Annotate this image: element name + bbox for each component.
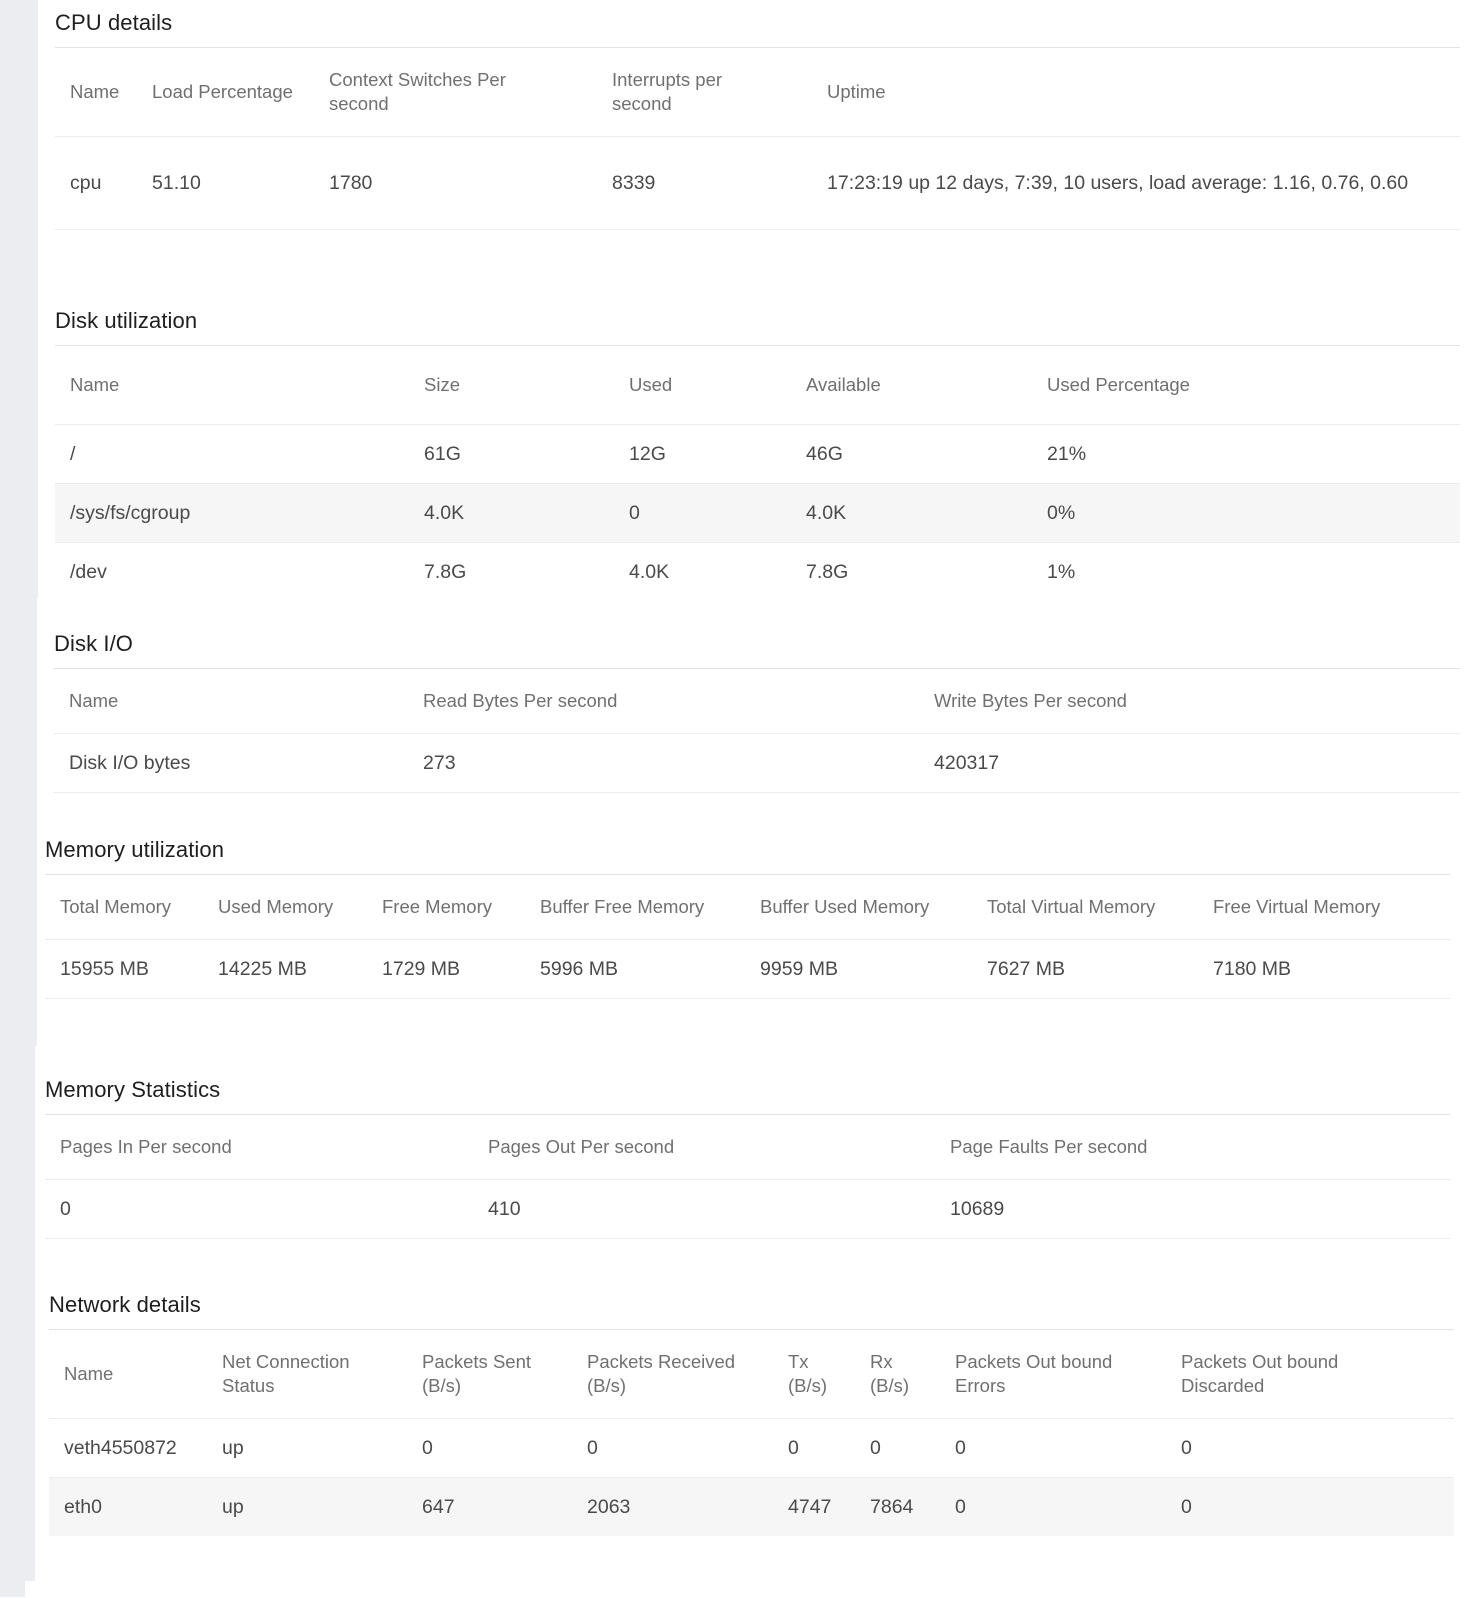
table-header-row bbox=[54, 669, 1460, 734]
cell-used: 12G bbox=[614, 425, 791, 484]
cell-buffer-used-memory: 9959 MB bbox=[745, 940, 972, 999]
cell-tx: 0 bbox=[773, 1419, 855, 1478]
cell-name: /dev bbox=[70, 561, 107, 583]
column-header-interrupts[interactable]: Interrupts per second bbox=[597, 48, 812, 137]
cell-used: 4.0K bbox=[629, 561, 670, 583]
table-header-row bbox=[45, 1115, 1450, 1180]
cell-uptime: 17:23:19 up 12 days, 7:39, 10 users, load average: 1.16, 0.76, 0.60 bbox=[812, 137, 1460, 230]
cell-packets-outbound-errors: 0 bbox=[940, 1419, 1166, 1478]
table-row bbox=[55, 543, 1460, 602]
cell-name: / bbox=[55, 425, 409, 484]
cell-name: /sys/fs/cgroup bbox=[55, 484, 409, 543]
cell-packets-received: 0 bbox=[572, 1419, 773, 1478]
section-title: CPU details bbox=[55, 0, 1460, 48]
column-header-name[interactable]: Name bbox=[55, 346, 409, 425]
cell-free-memory: 1729 MB bbox=[367, 940, 525, 999]
table-header-row bbox=[55, 48, 1460, 137]
table-row bbox=[45, 940, 1450, 999]
table-header-row bbox=[45, 875, 1450, 940]
table-header-row bbox=[55, 346, 1460, 425]
cell-interrupts: 8339 bbox=[597, 137, 812, 230]
cpu-details-section bbox=[55, 0, 1460, 230]
cell-used: 0 bbox=[614, 484, 791, 543]
column-header-used[interactable]: Used bbox=[614, 346, 791, 425]
disk-io-section bbox=[54, 621, 1460, 793]
cell-size: 7.8G bbox=[424, 561, 467, 583]
cell-available: 4.0K bbox=[791, 484, 1032, 543]
cell-packets-received: 2063 bbox=[572, 1478, 773, 1537]
gutter-step bbox=[35, 1046, 38, 1598]
column-header-packets-sent[interactable]: Packets Sent (B/s) bbox=[407, 1330, 572, 1419]
table-row bbox=[55, 425, 1460, 484]
column-header-load-percentage[interactable]: Load Percentage bbox=[137, 48, 314, 137]
memory-statistics-section bbox=[45, 1067, 1450, 1239]
cell-name: eth0 bbox=[49, 1478, 207, 1537]
cell-size: 61G bbox=[409, 425, 614, 484]
cell-pages-in: 0 bbox=[45, 1180, 473, 1239]
cell-packets-outbound-errors: 0 bbox=[940, 1478, 1166, 1537]
cell-total-memory: 15955 MB bbox=[45, 940, 203, 999]
cell-packets-sent: 647 bbox=[407, 1478, 572, 1537]
cell-used-percentage: 0% bbox=[1032, 484, 1460, 543]
column-header-buffer-used-memory[interactable]: Buffer Used Memory bbox=[745, 875, 972, 940]
disk-utilization-section bbox=[55, 298, 1460, 601]
column-header-buffer-free-memory[interactable]: Buffer Free Memory bbox=[525, 875, 745, 940]
cell-packets-outbound-discarded: 0 bbox=[1166, 1478, 1454, 1537]
network-table bbox=[49, 1330, 1454, 1536]
memory-utilization-table bbox=[45, 875, 1450, 999]
cell-write-bytes: 420317 bbox=[919, 734, 1460, 793]
gutter-step bbox=[25, 1581, 38, 1597]
cell-name: cpu bbox=[55, 137, 137, 230]
column-header-name[interactable]: Name bbox=[55, 48, 137, 137]
column-header-write-bytes[interactable]: Write Bytes Per second bbox=[919, 669, 1460, 734]
cell-pages-out: 410 bbox=[473, 1180, 935, 1239]
column-header-packets-outbound-discarded[interactable]: Packets Out bound Discarded bbox=[1166, 1330, 1454, 1419]
column-header-available[interactable]: Available bbox=[791, 346, 1032, 425]
table-row bbox=[49, 1419, 1454, 1478]
section-title: Disk I/O bbox=[54, 621, 1460, 669]
cell-size: 4.0K bbox=[409, 484, 614, 543]
table-row bbox=[54, 734, 1460, 793]
table-header-row bbox=[49, 1330, 1454, 1419]
cpu-table bbox=[55, 48, 1460, 230]
network-details-section bbox=[49, 1282, 1454, 1536]
column-header-net-connection-status[interactable]: Net Connection Status bbox=[207, 1330, 407, 1419]
column-header-rx[interactable]: Rx (B/s) bbox=[855, 1330, 940, 1419]
column-header-name[interactable]: Name bbox=[49, 1330, 207, 1419]
cell-name: Disk I/O bytes bbox=[54, 734, 408, 793]
disk-utilization-table bbox=[55, 346, 1460, 601]
table-row bbox=[55, 137, 1460, 230]
section-title: Network details bbox=[49, 1282, 1454, 1330]
cell-page-faults: 10689 bbox=[935, 1180, 1450, 1239]
cell-available: 7.8G bbox=[806, 561, 849, 583]
column-header-uptime[interactable]: Uptime bbox=[812, 48, 1460, 137]
column-header-read-bytes[interactable]: Read Bytes Per second bbox=[408, 669, 919, 734]
cell-net-connection-status: up bbox=[207, 1478, 407, 1537]
column-header-total-memory[interactable]: Total Memory bbox=[45, 875, 203, 940]
memory-utilization-section bbox=[45, 827, 1450, 999]
cell-name: veth4550872 bbox=[49, 1419, 207, 1478]
table-row bbox=[55, 484, 1460, 543]
column-header-pages-in[interactable]: Pages In Per second bbox=[45, 1115, 473, 1180]
memory-statistics-table bbox=[45, 1115, 1450, 1239]
column-header-used-percentage[interactable]: Used Percentage bbox=[1032, 346, 1460, 425]
cell-net-connection-status: up bbox=[207, 1419, 407, 1478]
column-header-pages-out[interactable]: Pages Out Per second bbox=[473, 1115, 935, 1180]
section-title: Memory Statistics bbox=[45, 1067, 1450, 1115]
cell-load-percentage: 51.10 bbox=[137, 137, 314, 230]
column-header-used-memory[interactable]: Used Memory bbox=[203, 875, 367, 940]
cell-used-memory: 14225 MB bbox=[203, 940, 367, 999]
column-header-name[interactable]: Name bbox=[54, 669, 408, 734]
cell-rx: 7864 bbox=[855, 1478, 940, 1537]
table-row bbox=[49, 1478, 1454, 1537]
column-header-tx[interactable]: Tx (B/s) bbox=[773, 1330, 855, 1419]
cell-tx: 4747 bbox=[773, 1478, 855, 1537]
column-header-size[interactable]: Size bbox=[409, 346, 614, 425]
column-header-page-faults[interactable]: Page Faults Per second bbox=[935, 1115, 1450, 1180]
cell-available: 46G bbox=[791, 425, 1032, 484]
cell-rx: 0 bbox=[855, 1419, 940, 1478]
column-header-total-virtual-memory[interactable]: Total Virtual Memory bbox=[972, 875, 1198, 940]
table-row bbox=[45, 1180, 1450, 1239]
cell-read-bytes: 273 bbox=[408, 734, 919, 793]
cell-free-virtual-memory: 7180 MB bbox=[1198, 940, 1450, 999]
column-header-free-memory[interactable]: Free Memory bbox=[367, 875, 525, 940]
disk-io-table bbox=[54, 669, 1460, 793]
cell-total-virtual-memory: 7627 MB bbox=[972, 940, 1198, 999]
cell-buffer-free-memory: 5996 MB bbox=[525, 940, 745, 999]
cell-used-percentage: 21% bbox=[1032, 425, 1460, 484]
cell-context-switches: 1780 bbox=[314, 137, 597, 230]
column-header-packets-received[interactable]: Packets Received (B/s) bbox=[572, 1330, 773, 1419]
column-header-packets-outbound-errors[interactable]: Packets Out bound Errors bbox=[940, 1330, 1166, 1419]
column-header-free-virtual-memory[interactable]: Free Virtual Memory bbox=[1198, 875, 1450, 940]
cell-used-percentage: 1% bbox=[1047, 561, 1076, 583]
column-header-context-switches[interactable]: Context Switches Per second bbox=[314, 48, 597, 137]
section-title: Memory utilization bbox=[45, 827, 1450, 875]
cell-packets-sent: 0 bbox=[407, 1419, 572, 1478]
section-title: Disk utilization bbox=[55, 298, 1460, 346]
left-gutter bbox=[0, 0, 38, 1597]
cell-packets-outbound-discarded: 0 bbox=[1166, 1419, 1454, 1478]
